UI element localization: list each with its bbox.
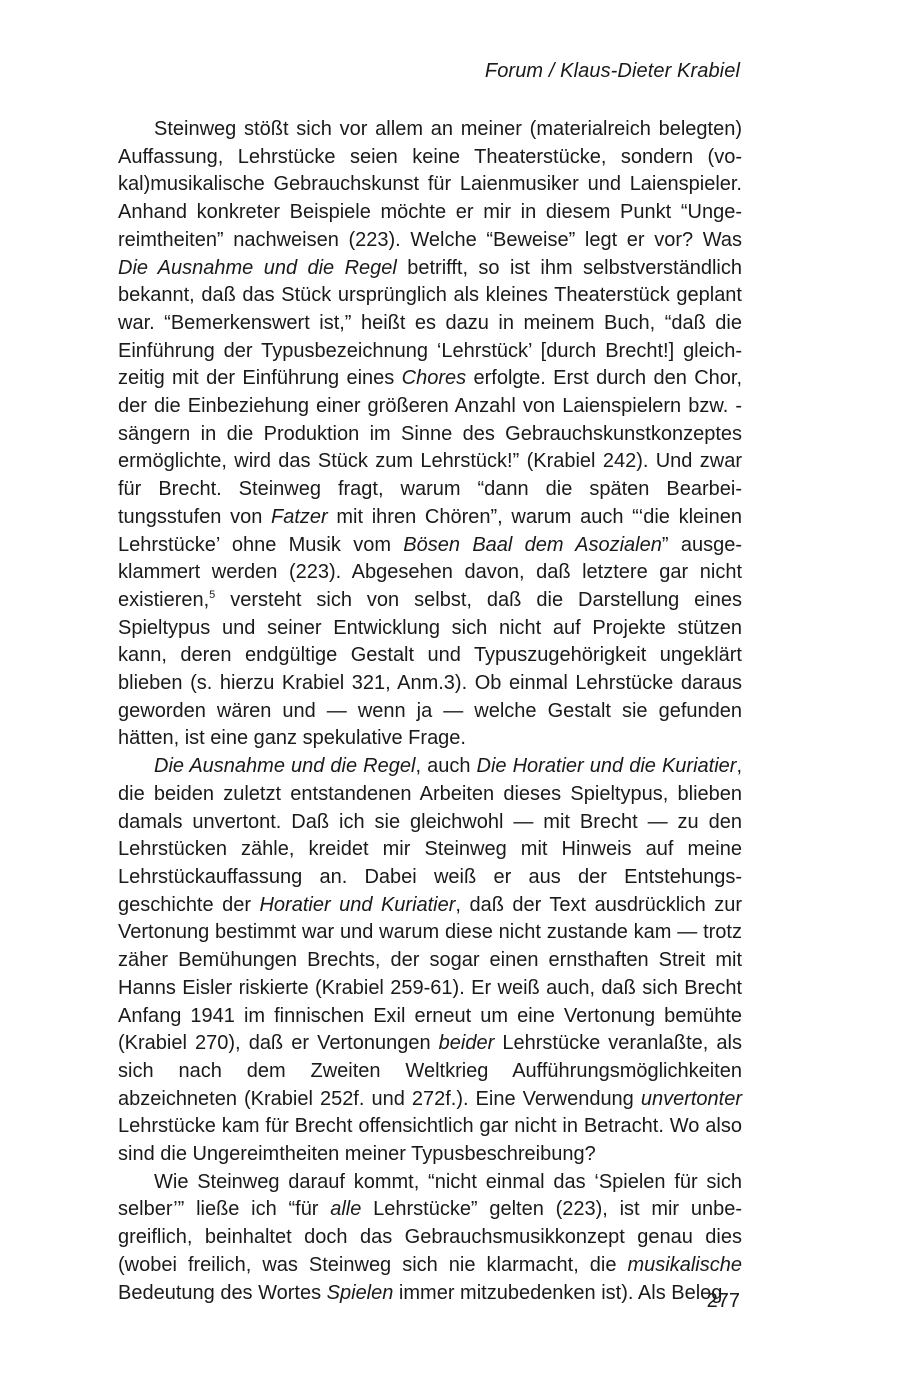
text-run: Steinweg stößt sich vor allem an meiner (materialreich belegten) Auffassung, Lehrstücke seien keine Theaterstücke, sondern (vokal)musikalische Gebrauchskunst für Laienmusiker und Laienspieler. Anhand konkreter Beispiele möchte er mir in diesem Punkt “Ungereimtheiten” nachweisen (223). Welche “Beweise” legt er vor? Was [118,118,742,251]
text-column [118,116,742,1307]
text-run: Bedeutung des Wortes [118,1281,327,1304]
italic-text: Die Ausnahme und die Regel [118,256,397,279]
page-number: 277 [706,1290,740,1312]
paragraph [118,1169,742,1308]
italic-text: beider [438,1032,495,1055]
italic-text: Bösen Baal dem Asozialen [403,533,662,556]
italic-text: unvertonter [640,1087,742,1110]
text-run: betrifft, so ist ihm selbstverständlich bekannt, daß das Stück ursprünglich als kleines Theaterstück geplant war. “Bemerkenswert ist,” heißt es dazu in meinem Buch, “daß die Einführung der Typusbezeichnung ‘Lehrstück’ [durch Brecht!] gleichzeitig mit der Einführung eines [118,256,742,390]
running-header: Forum / Klaus-Dieter Krabiel [484,60,740,82]
paragraph [118,753,742,1169]
text-run: Lehrstücke kam für Brecht offensichtlich gar nicht in Betracht. Wo also sind die Ungereimtheiten meiner Typusbeschreibung? [118,1115,742,1166]
text-run: ” ausgeklammert werden (223). Abgesehen davon, daß letztere gar nicht existieren, [118,533,742,611]
italic-text: Horatier und Kuriatier [259,893,456,916]
paragraph [118,116,742,753]
text-run: immer mitzubedenken ist). Als Beleg [393,1281,723,1304]
text-run: , die beiden zuletzt entstandenen Arbeiten dieses Spieltypus, blieben damals unvertont. Daß ich sie gleichwohl — mit Brecht — zu den Lehrstücken zähle, kreidet mir Steinweg mit Hinweis auf meine Lehrstückauffassung an. Dabei weiß er aus der Entstehungsgeschichte der [118,755,742,916]
footnote-marker: 5 [209,588,216,601]
italic-text: Spielen [326,1281,394,1304]
italic-text: alle [330,1198,362,1221]
text-run: versteht sich von selbst, daß die Darstellung eines Spieltypus und seiner Entwicklung sich nicht auf Projekte stützen kann, deren endgültige Gestalt und Typuszugehörigkeit ungeklärt blieben (s. hierzu Krabiel 321, Anm.3). Ob einmal Lehrstücke daraus geworden wären und — wenn ja — welche Gestalt sie gefunden hätten, ist eine ganz spekulative Frage. [118,588,742,750]
text-run: , daß der Text ausdrücklich zur Vertonung bestimmt war und warum diese nicht zustande kam — trotz zäher Bemühungen Brechts, der sogar einen ernsthaften Streit mit Hanns Eisler riskierte (Krabiel 259-61). Er weiß auch, daß sich Brecht Anfang 1941 im finnischen Exil erneut um eine Vertonung bemühte (Krabiel 270), daß er Vertonungen [118,893,742,1055]
italic-text: musikalische [627,1253,742,1276]
text-run: Wie Steinweg darauf kommt, “nicht einmal das ‘Spielen für sich selber’” ließe ich “für [118,1170,742,1221]
text-run: erfolgte. Erst durch den Chor, der die Einbeziehung einer größeren Anzahl von Laienspielern bzw. -sängern in die Produktion im Sinne des Gebrauchskunstkonzeptes ermöglichte, wird das Stück zum Lehrstück!” (Krabiel 242). Und zwar für Brecht. Steinweg fragt, warum “dann die späten Bearbeitungsstufen von [118,367,743,528]
text-run: , auch [415,755,477,778]
text-run: mit ihren Chören”, warum auch “‘die kleinen Lehrstücke’ ohne Musik vom [118,505,742,556]
text-run: Lehrstücke” gelten (223), ist mir unbegreiflich, beinhaltet doch das Gebrauchsmusikkonzept genau dies (wobei freilich, was Steinweg sich nie klarmacht, die [118,1198,742,1276]
italic-text: Die Ausnahme und die Regel [154,755,416,778]
italic-text: Fatzer [271,505,328,528]
italic-text: Chores [401,367,467,390]
text-run: Lehrstücke veranlaßte, als sich nach dem Zweiten Weltkrieg Aufführungsmöglichkeiten abzeichneten (Krabiel 252f. und 272f.). Eine Verwendung [118,1032,742,1110]
italic-text: Die Horatier und die Kuriatier [476,755,737,778]
